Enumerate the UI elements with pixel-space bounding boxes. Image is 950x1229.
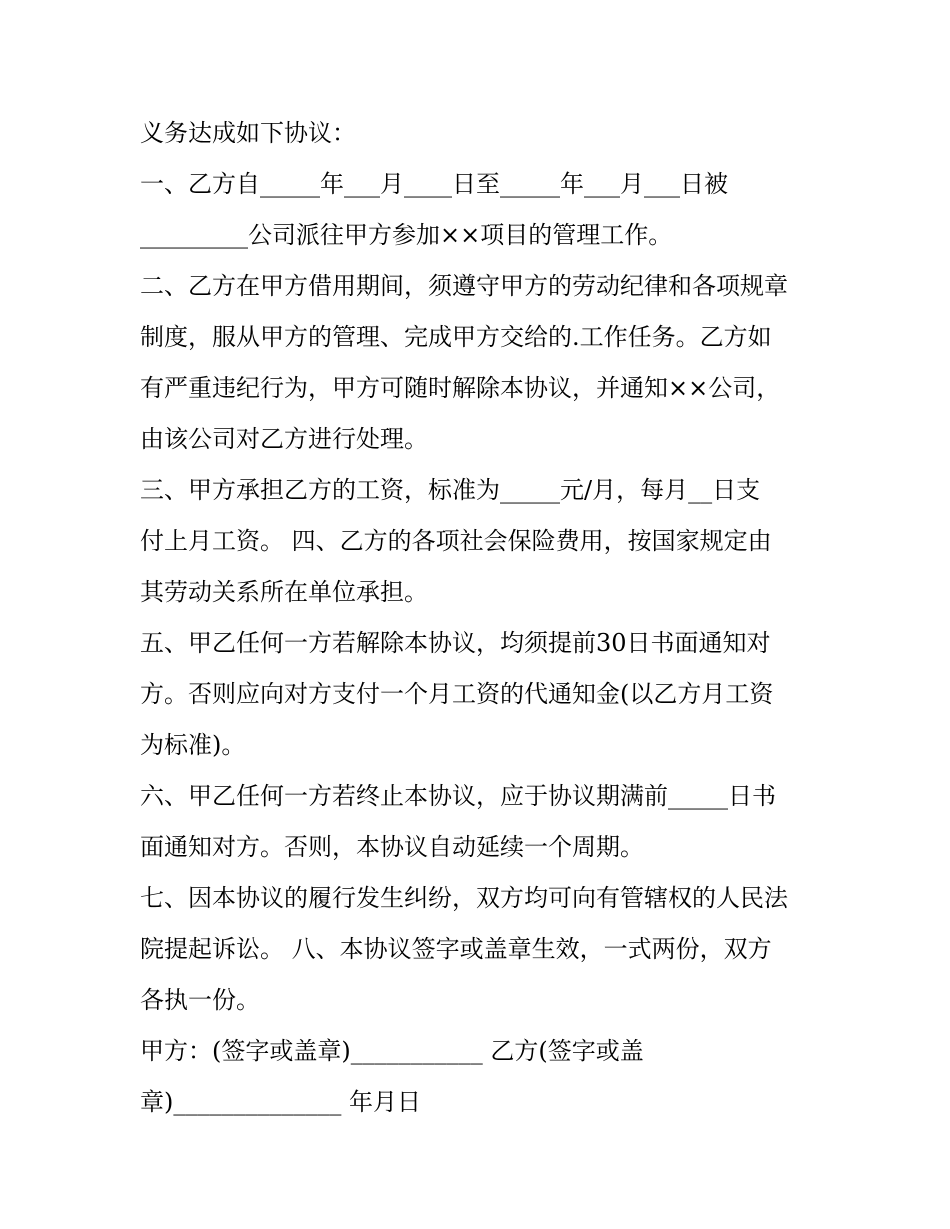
text-line: 二、乙方在甲方借用期间，须遵守甲方的劳动纪律和各项规章 [140, 272, 788, 300]
text-line: 面通知对方。否则，本协议自动延续一个周期。 [140, 833, 644, 861]
signature-date-line: 章)______________ 年月日 [140, 1088, 421, 1116]
text-line: 其劳动关系所在单位承担。 [140, 578, 428, 606]
text-line: 院提起诉讼。 八、本协议签字或盖章生效，一式两份，双方 [140, 935, 772, 963]
text-line: 一、乙方自_____年___月____日至_____年___月___日被 [140, 170, 728, 198]
text-line: 付上月工资。 四、乙方的各项社会保险费用，按国家规定由 [140, 527, 772, 555]
text-line: 义务达成如下协议： [140, 119, 356, 147]
text-line: 由该公司对乙方进行处理。 [140, 425, 428, 453]
text-line: 制度，服从甲方的管理、完成甲方交给的.工作任务。乙方如 [140, 323, 772, 351]
text-line: _________公司派往甲方参加××项目的管理工作。 [140, 221, 673, 249]
agreement-body [140, 108, 830, 1128]
text-line: 三、甲方承担乙方的工资，标准为_____元/月，每月__日支 [140, 476, 761, 504]
text-line: 七、因本协议的履行发生纠纷，双方均可向有管辖权的人民法 [140, 884, 788, 912]
signature-line: 甲方：(签字或盖章)___________ 乙方(签字或盖 [140, 1037, 644, 1065]
text-line: 各执一份。 [140, 986, 260, 1014]
text-line: 五、甲乙任何一方若解除本协议，均须提前30日书面通知对 [140, 629, 771, 657]
text-line: 有严重违纪行为，甲方可随时解除本协议，并通知××公司， [140, 374, 781, 402]
text-line: 为标准)。 [140, 731, 246, 759]
text-line: 六、甲乙任何一方若终止本协议，应于协议期满前_____日书 [140, 782, 776, 810]
text-line: 方。否则应向对方支付一个月工资的代通知金(以乙方月工资 [140, 680, 774, 708]
